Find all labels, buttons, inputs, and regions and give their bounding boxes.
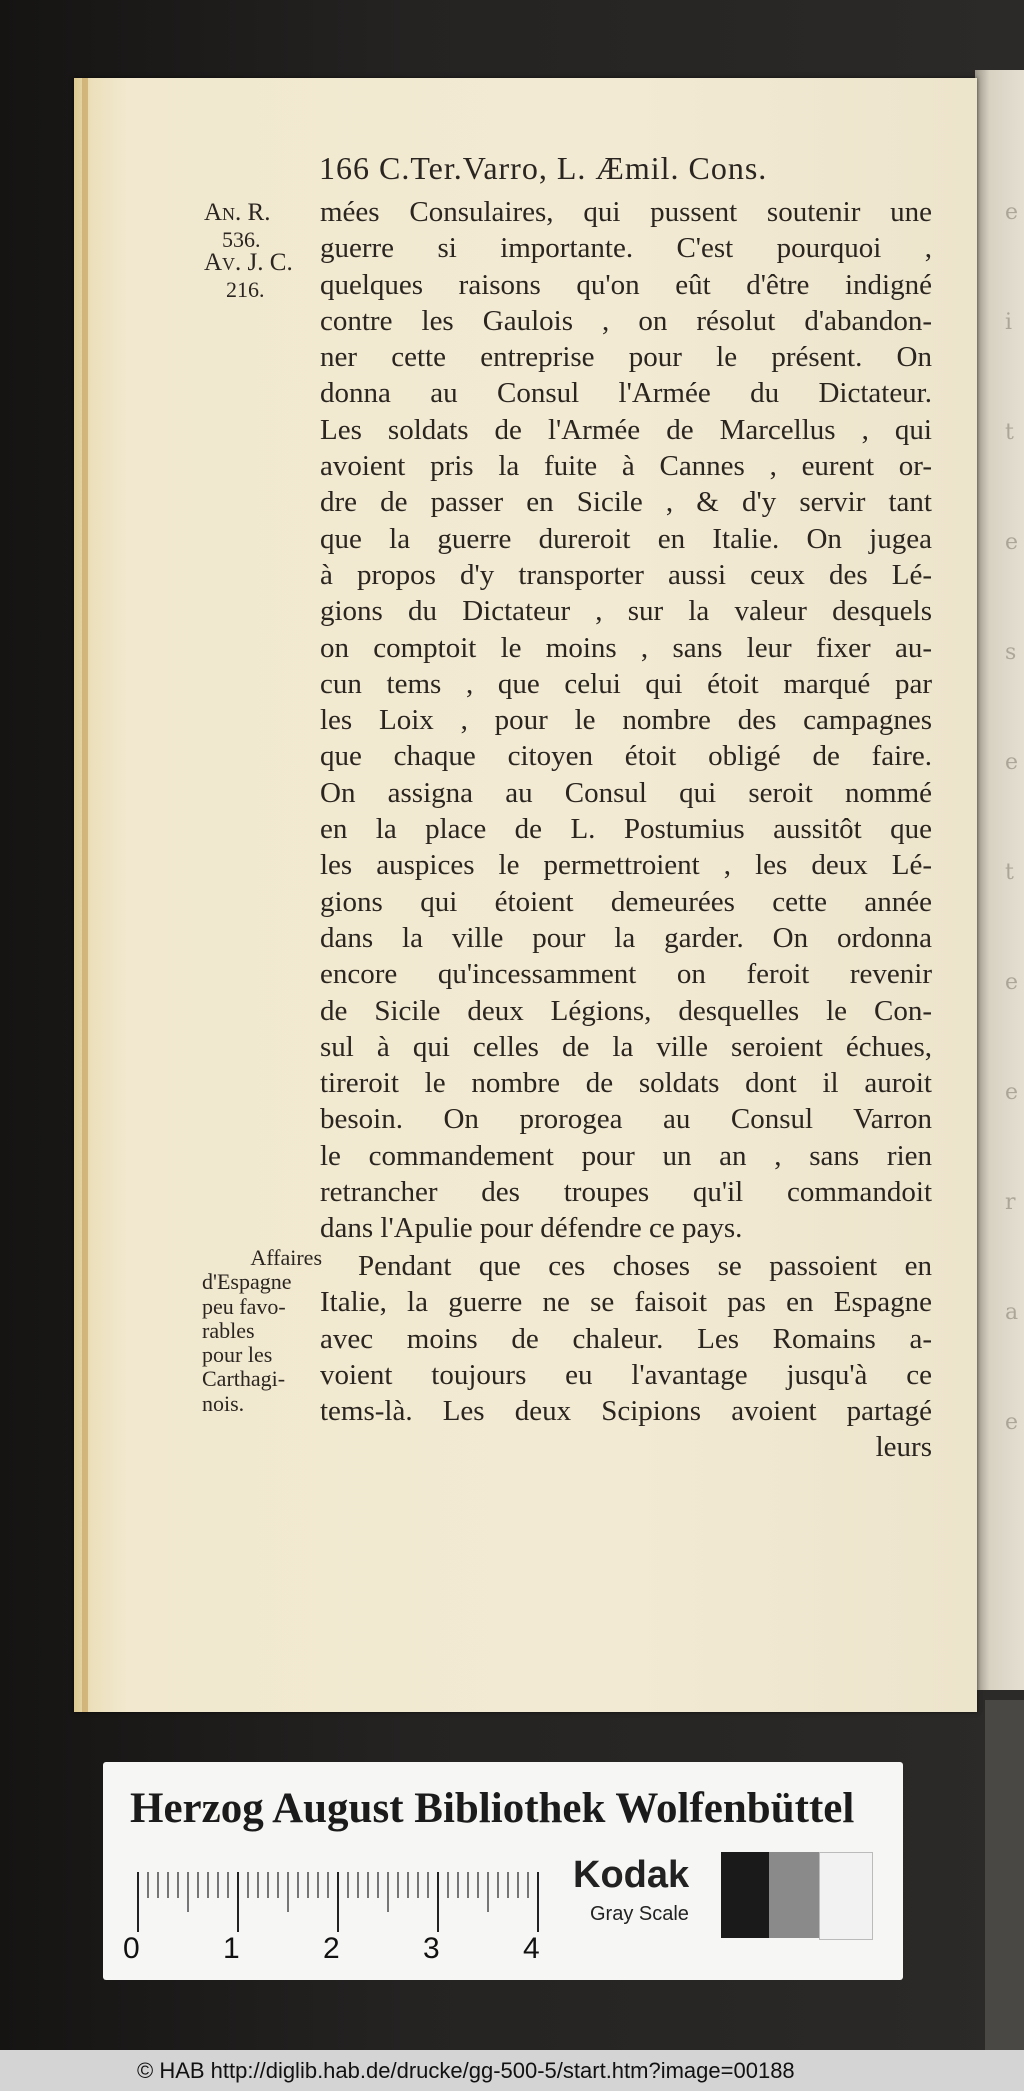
ruler-number: 3 [423, 1932, 440, 1965]
text-line: que la guerre dureroit en Italie. On jugea [320, 522, 932, 555]
book-page [74, 78, 977, 1712]
margin-date-line2: 536. [222, 227, 261, 252]
sidenote-line: d'Espagne [202, 1269, 292, 1295]
text-line: gions du Dictateur , sur la valeur desquels [320, 595, 932, 628]
sidenote-line: Carthagi- [202, 1366, 286, 1392]
text-line: voient toujours eu l'avantage jusqu'à ce [320, 1358, 932, 1391]
text-line: on comptoit le moins , sans leur fixer au- [320, 631, 932, 664]
text-line: retrancher des troupes qu'il commandoit [320, 1176, 932, 1209]
text-line: besoin. On prorogea au Consul Varron [320, 1103, 932, 1136]
sidenote-line: pour les [202, 1342, 273, 1368]
text-line: que chaque citoyen étoit obligé de faire. [320, 740, 932, 773]
adjacent-page-edge: e i t e s e t e e r a e [975, 70, 1024, 1690]
sidenote-line: nois. [202, 1390, 245, 1416]
margin-date-line4: 216. [226, 277, 265, 302]
body-text-paragraph-2 [320, 1248, 932, 1466]
margin-date-line3: Av. J. C. [204, 249, 293, 276]
gray-patch-black [721, 1852, 769, 1938]
ruler-number: 1 [223, 1932, 240, 1965]
text-line: Pendant que ces choses se passoient en [358, 1250, 932, 1282]
ruler-number: 4 [523, 1932, 540, 1965]
adjacent-page-lower [985, 1700, 1024, 2050]
text-line: avec moins de chaleur. Les Romains a- [320, 1322, 932, 1355]
text-line: guerre si importante. C'est pourquoi , [320, 232, 932, 265]
color-calibration-bar [103, 1762, 903, 1980]
text-line: de Sicile deux Légions, desquelles le Con- [320, 994, 932, 1027]
text-line: leurs [875, 1431, 932, 1464]
text-line: mées Consulaires, qui pussent soutenir une [320, 196, 932, 228]
text-line: avoient pris la fuite à Cannes , eurent or- [320, 450, 932, 483]
ruler-number: 2 [323, 1932, 340, 1965]
text-line: tems-là. Les deux Scipions avoient partagé [320, 1395, 932, 1428]
text-line: dans la ville pour la garder. On ordonna [320, 921, 932, 954]
text-line: dans l'Apulie pour défendre ce pays. [320, 1212, 743, 1245]
footer-bar [0, 2050, 1024, 2091]
margin-date-line1: An. R. [204, 199, 271, 226]
margin-sidenote [202, 1246, 322, 1416]
sidenote-line: peu favo- [202, 1293, 286, 1319]
text-line: ner cette entreprise pour le présent. On [320, 341, 932, 374]
library-name: Herzog August Bibliothek Wolfenbüttel [130, 1785, 855, 1832]
ruler-number: 0 [123, 1932, 140, 1965]
text-line: gions qui étoient demeurées cette année [320, 885, 932, 918]
body-text-paragraph-1 [320, 194, 932, 1247]
sidenote-line: Affaires [250, 1245, 322, 1270]
gray-patch-white [819, 1852, 873, 1940]
text-line: Les soldats de l'Armée de Marcellus , qui [320, 413, 932, 446]
footer-url[interactable]: © HAB http://diglib.hab.de/drucke/gg-500-5/start.htm?image=00188 [137, 2058, 795, 2083]
running-head: 166 C.Ter.Varro, L. Æmil. Cons. [319, 150, 768, 186]
text-line: quelques raisons qu'on eût d'être indigné [320, 268, 932, 301]
text-line: à propos d'y transporter aussi ceux des Lé- [320, 558, 932, 591]
text-line: contre les Gaulois , on résolut d'abandon- [320, 304, 932, 337]
text-line: donna au Consul l'Armée du Dictateur. [320, 377, 932, 410]
text-line: encore qu'incessamment on feroit revenir [320, 958, 932, 991]
ruler [133, 1872, 553, 1932]
text-line: les auspices le permettroient , les deux Lé- [320, 849, 932, 882]
text-line: On assigna au Consul qui seroit nommé [320, 776, 932, 809]
text-line: le commandement pour un an , sans rien [320, 1139, 932, 1172]
gray-patch-mid [769, 1852, 819, 1938]
kodak-label: Kodak [573, 1854, 690, 1896]
text-line: cun tems , que celui qui étoit marqué par [320, 667, 932, 700]
text-line: Italie, la guerre ne se faisoit pas en Espagne [320, 1286, 932, 1319]
text-line: en la place de L. Postumius aussitôt que [320, 813, 932, 846]
sidenote-line: rables [202, 1317, 255, 1343]
text-line: tireroit le nombre de soldats dont il auroit [320, 1067, 932, 1100]
grayscale-label: Gray Scale [590, 1903, 689, 1925]
text-line: les Loix , pour le nombre des campagnes [320, 704, 932, 737]
text-line: dre de passer en Sicile , & d'y servir tant [320, 486, 932, 519]
text-line: sul à qui celles de la ville seroient échues, [320, 1030, 932, 1063]
